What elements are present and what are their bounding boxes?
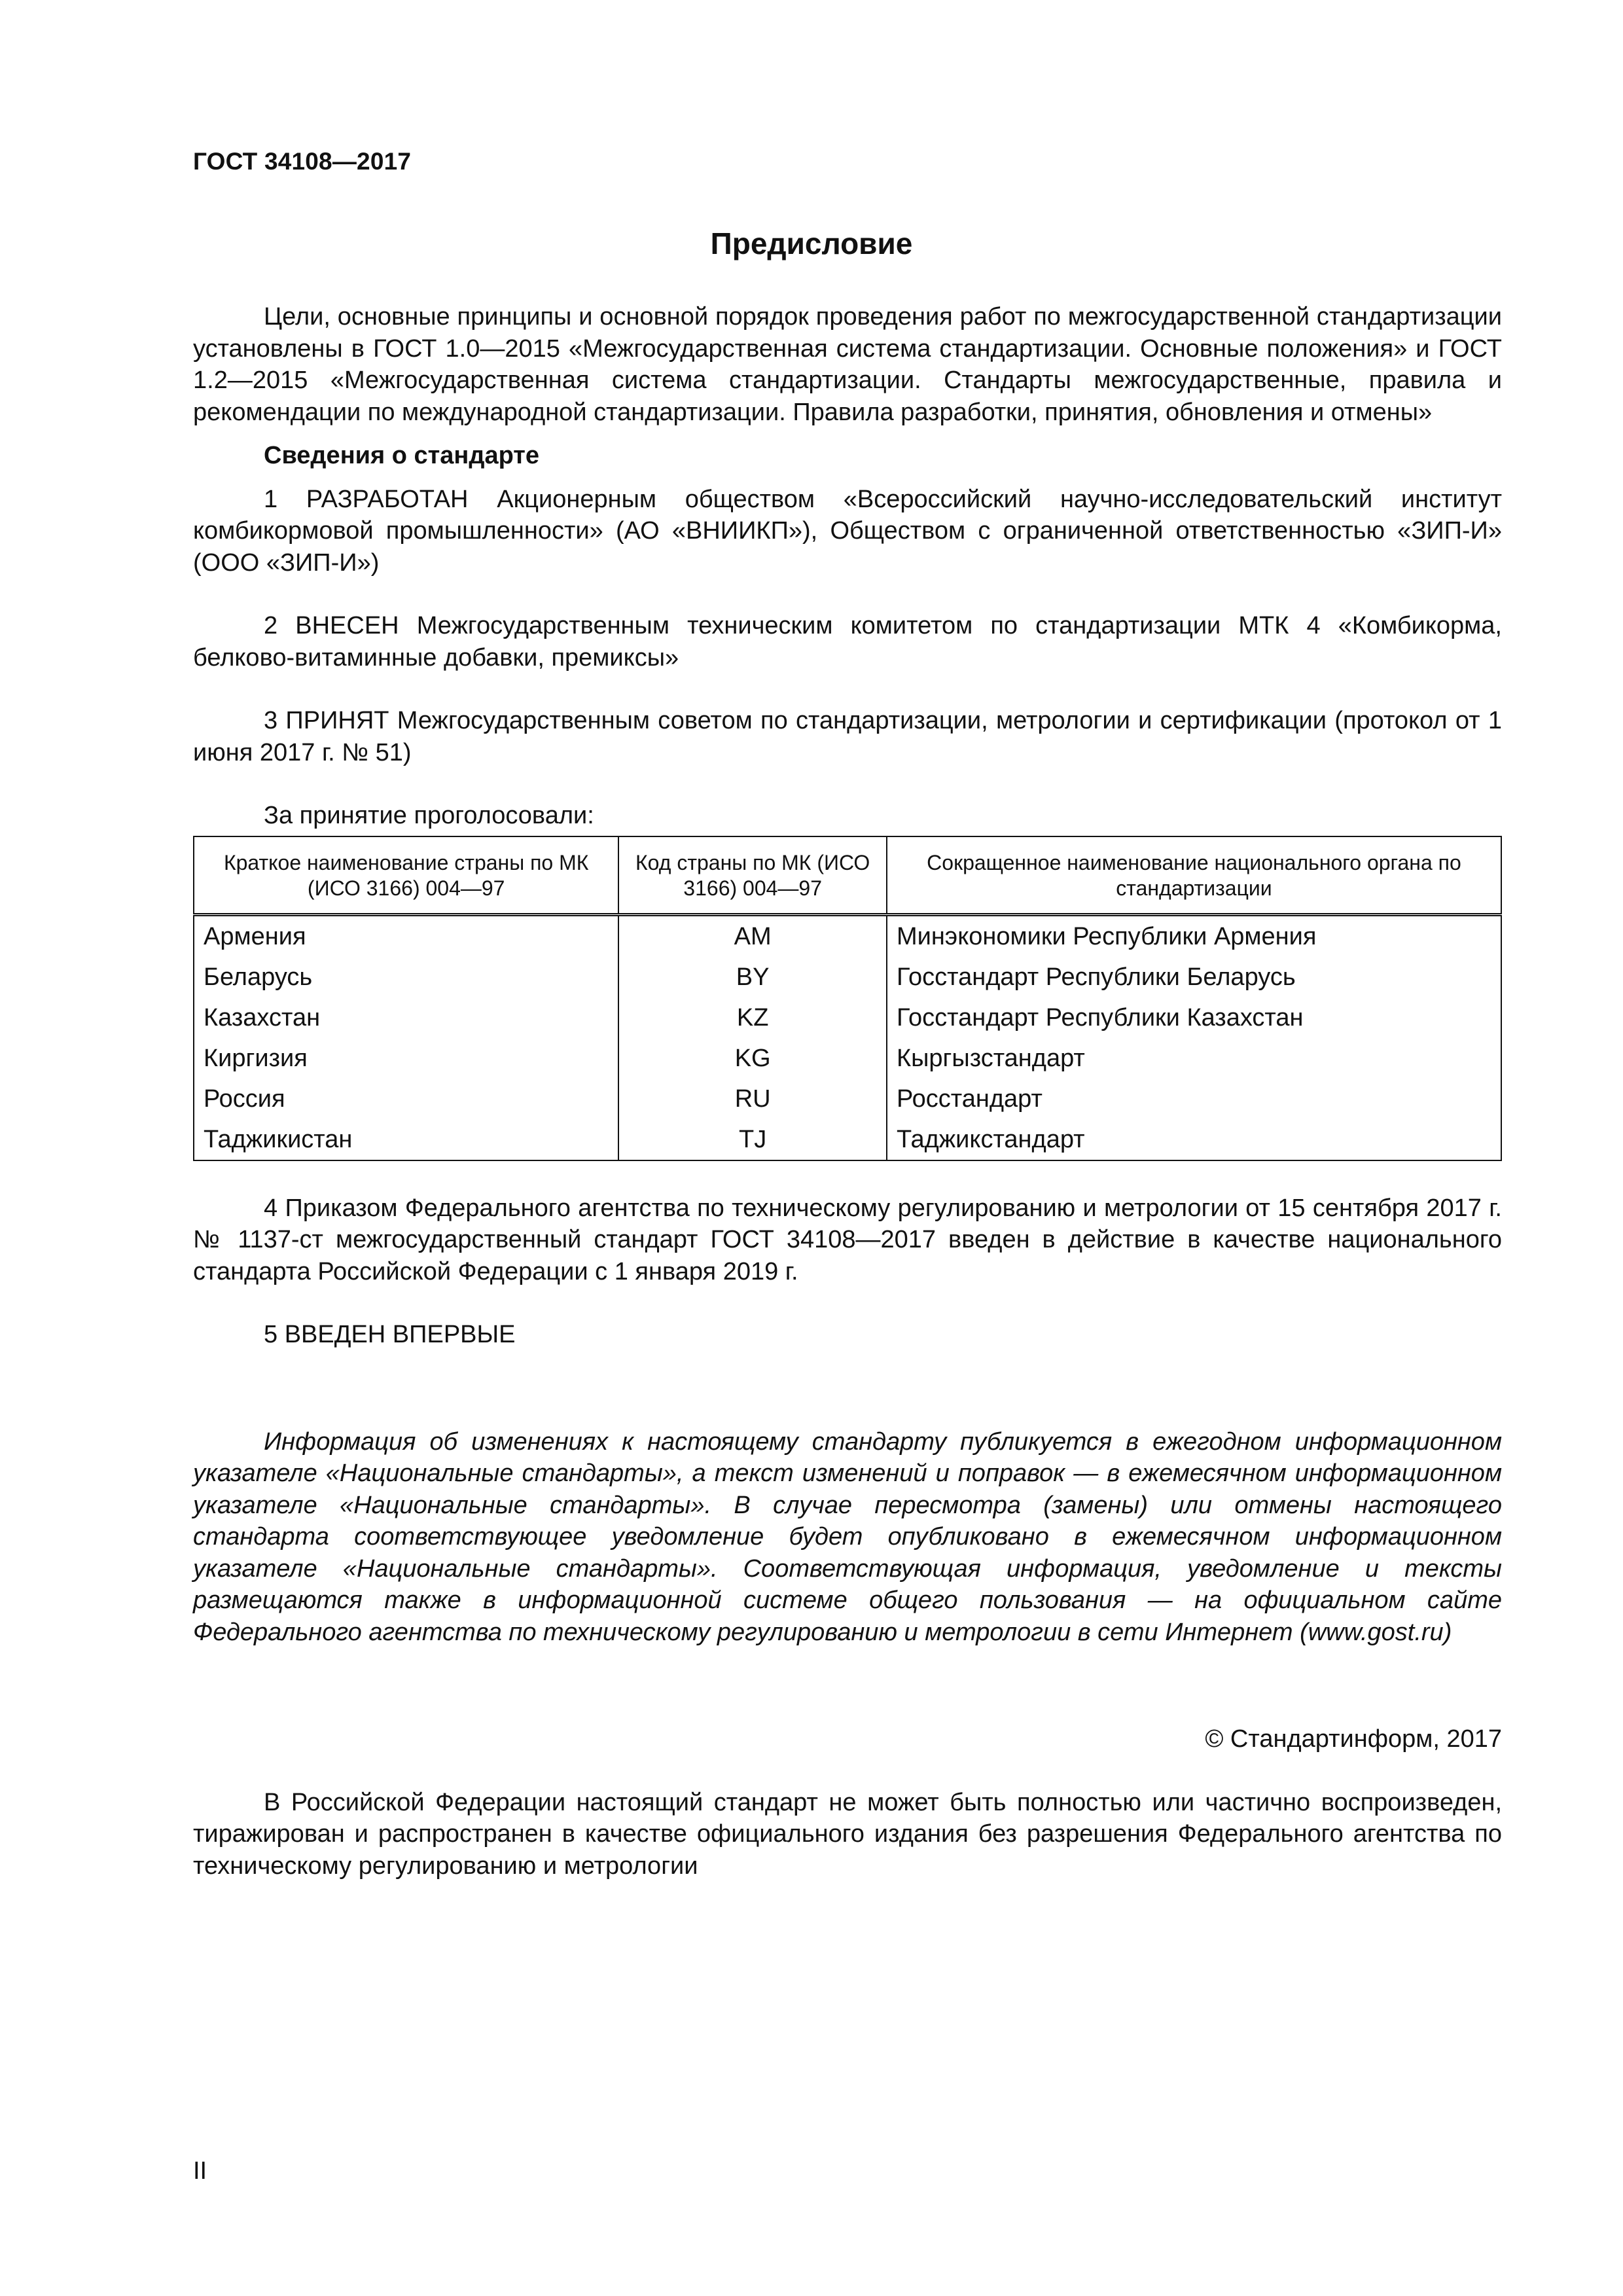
table-cell-body: Минэкономики Республики Армения (887, 914, 1501, 957)
table-cell-code: KG (618, 1038, 887, 1079)
table-cell-code: AM (618, 914, 887, 957)
item-adopted: 3 ПРИНЯТ Межгосударственным советом по стандартизации, метрологии и сертификации (протокол от 1 июня 2017 г. № 51) (193, 707, 1502, 766)
changes-info-paragraph: Информация об изменениях к настоящему стандарту публикуется в ежегодном информационном указателе «Национальные стандарты», а текст изменений и поправок — в ежемесячном информационном указателе «Национальные стандарты». В случае пересмотра (замены) или отмены настоящего стандарта соответствующее уведомление будет опубликовано в ежемесячном информационном указателе «Национальные стандарты». Соответствующая информация, уведомление и тексты размещаются также в информационной системе общего пользования — на официальном сайте Федерального агентства по техническому регулированию и метрологии в сети Интернет (www.gost.ru) (193, 1427, 1502, 1646)
table-cell-body: Росстандарт (887, 1079, 1501, 1119)
item-introduced: 2 ВНЕСЕН Межгосударственным техническим комитетом по стандартизации МТК 4 «Комбикорма, белково-витаминные добавки, премиксы» (193, 612, 1502, 672)
table-cell-country: Беларусь (194, 957, 618, 997)
document-id-header: ГОСТ 34108—2017 (193, 148, 412, 175)
table-cell-code: KZ (618, 997, 887, 1038)
table-cell-country: Таджикистан (194, 1119, 618, 1160)
table-cell-country: Казахстан (194, 997, 618, 1038)
copyright: © Стандартинформ, 2017 (1205, 1725, 1502, 1753)
voted-label: За принятие проголосовали: (264, 802, 594, 829)
table-cell-body: Госстандарт Республики Беларусь (887, 957, 1501, 997)
page-title: Предисловие (710, 226, 913, 260)
table-cell-country: Киргизия (194, 1038, 618, 1079)
table-cell-code: RU (618, 1079, 887, 1119)
table-cell-country: Россия (194, 1079, 618, 1119)
table-header-body: Сокращенное наименование национального органа по стандартизации (887, 836, 1501, 915)
table-row (194, 1119, 1501, 1160)
table-row (194, 1079, 1501, 1119)
item-order: 4 Приказом Федерального агентства по техническому регулированию и метрологии от 15 сентября 2017 г. № 1137-ст межгосударственный стандарт ГОСТ 34108—2017 введен в действие в качестве национального стандарта Российской Федерации с 1 января 2019 г. (193, 1194, 1502, 1285)
table-row (194, 1038, 1501, 1079)
table-header-country: Краткое наименование страны по МК (ИСО 3166) 004—97 (194, 836, 618, 915)
page-number: II (193, 2157, 207, 2185)
voting-table (193, 836, 1502, 1161)
table-cell-body: Госстандарт Республики Казахстан (887, 997, 1501, 1038)
table-cell-body: Кыргызстандарт (887, 1038, 1501, 1079)
table-row (194, 997, 1501, 1038)
intro-paragraph: Цели, основные принципы и основной порядок проведения работ по межгосударственной стандартизации установлены в ГОСТ 1.0—2015 «Межгосударственная система стандартизации. Основные положения» и ГОСТ 1.2—2015 «Межгосударственная система стандартизации. Стандарты межгосударственные, правила и рекомендации по международной стандартизации. Правила разработки, принятия, обновления и отмены» (193, 303, 1502, 426)
table-cell-code: BY (618, 957, 887, 997)
table-cell-code: TJ (618, 1119, 887, 1160)
table-row (194, 957, 1501, 997)
table-header-code: Код страны по МК (ИСО 3166) 004—97 (618, 836, 887, 915)
item-first-time: 5 ВВЕДЕН ВПЕРВЫЕ (264, 1321, 516, 1348)
table-header-row (194, 836, 1501, 915)
info-heading: Сведения о стандарте (264, 442, 540, 469)
rights-notice: В Российской Федерации настоящий стандарт не может быть полностью или частично воспроизведен, тиражирован и распространен в качестве официального издания без разрешения Федерального агентства по техническому регулированию и метрологии (193, 1788, 1502, 1880)
table-cell-country: Армения (194, 914, 618, 957)
table-row (194, 914, 1501, 957)
main-content (193, 301, 1502, 1882)
item-developed: 1 РАЗРАБОТАН Акционерным обществом «Всероссийский научно-исследовательский институт комбикормовой промышленности» (АО «ВНИИКП»), Обществом с ограниченной ответственностью «ЗИП-И» (ООО «ЗИП-И») (193, 485, 1502, 577)
table-cell-body: Таджикстандарт (887, 1119, 1501, 1160)
